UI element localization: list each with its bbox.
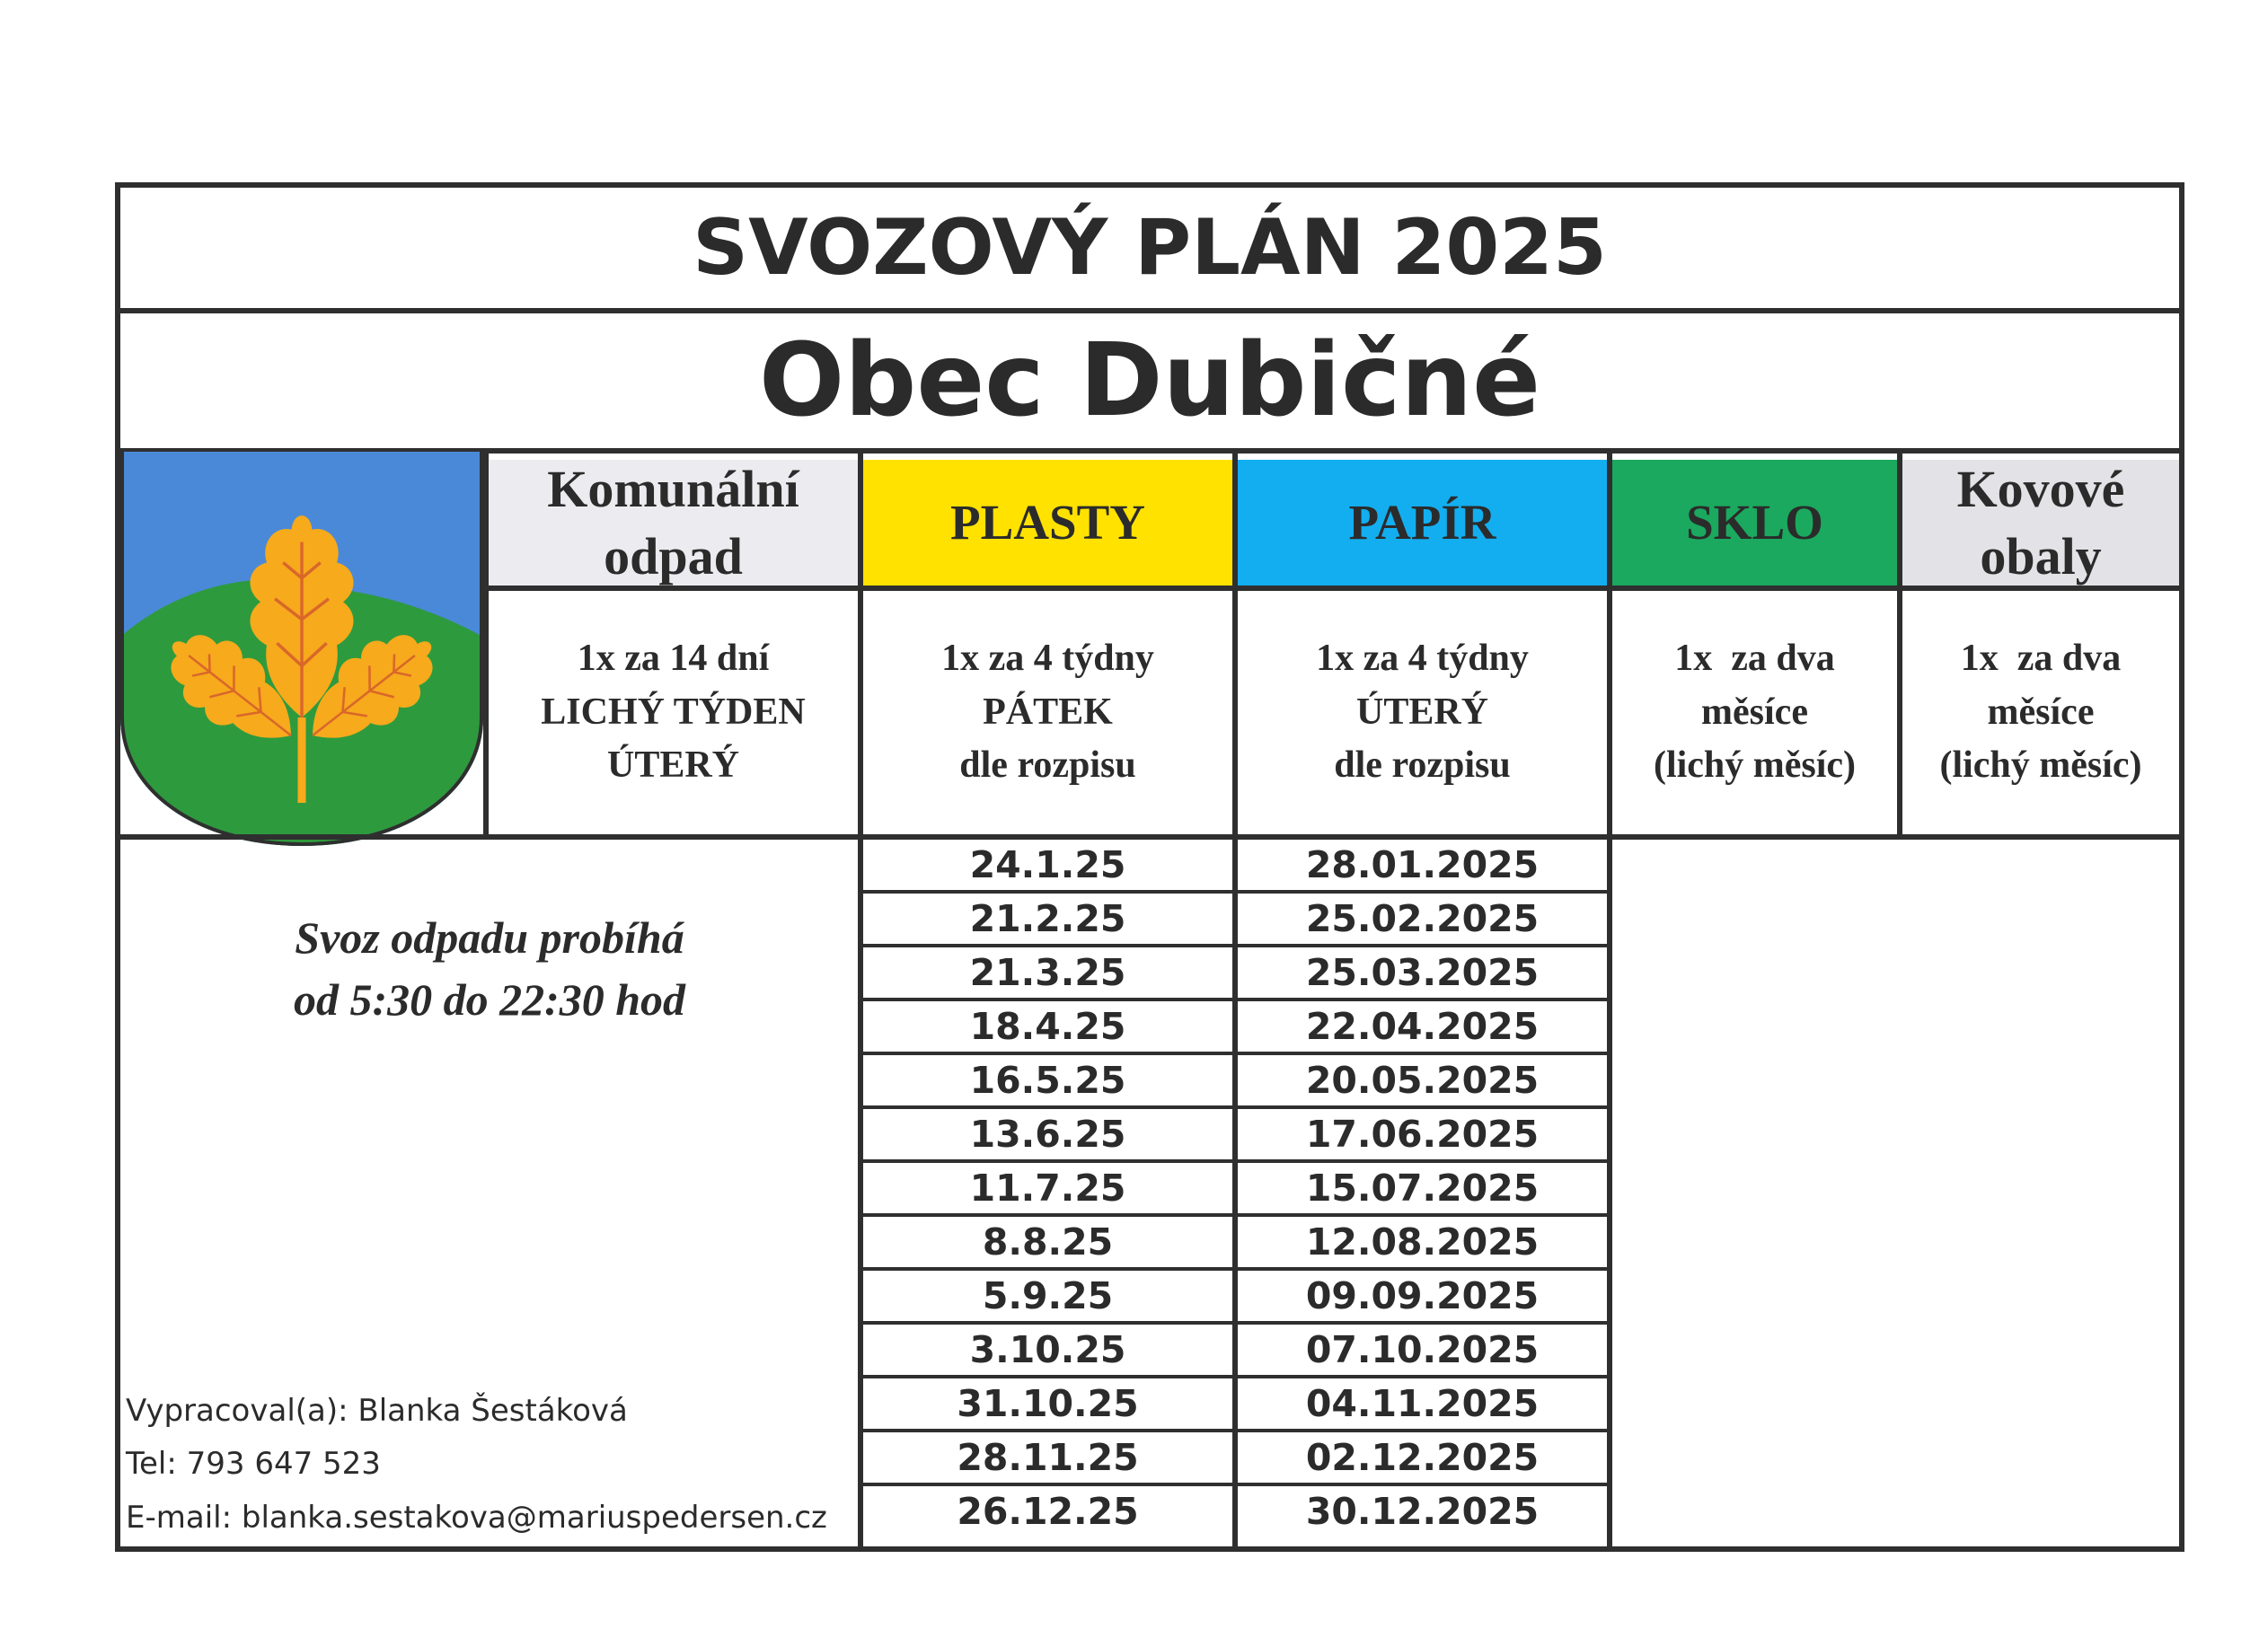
date-cell-plasty: 5.9.25	[982, 1274, 1114, 1317]
category-label-line: SKLO	[1686, 495, 1823, 550]
date-cell-plasty: 8.8.25	[982, 1220, 1114, 1264]
frequency-line: 1x za 4 týdny	[1316, 638, 1529, 680]
frequency-line: měsíce	[1701, 691, 1808, 733]
frequency-line: 1x za dva	[1960, 638, 2122, 680]
prepared-by: Vypracoval(a): Blanka Šestáková	[126, 1393, 628, 1429]
category-header-komunalni	[489, 460, 858, 586]
category-header-kovove	[1902, 460, 2179, 586]
date-cell-plasty: 16.5.25	[969, 1059, 1126, 1102]
date-cell-papir: 12.08.2025	[1305, 1220, 1540, 1264]
frequency-line: dle rozpisu	[959, 744, 1136, 787]
frequency-line: 1x za 4 týdny	[941, 638, 1154, 680]
date-cell-papir: 07.10.2025	[1305, 1328, 1540, 1371]
note-line: Svoz odpadu probíhá	[295, 912, 684, 963]
note-line: od 5:30 do 22:30 hod	[293, 974, 686, 1025]
date-cell-plasty: 3.10.25	[969, 1328, 1126, 1371]
date-cell-plasty: 24.1.25	[969, 843, 1126, 886]
date-cell-papir: 04.11.2025	[1305, 1382, 1540, 1425]
village-crest	[120, 448, 483, 846]
grid-line	[1607, 454, 1612, 1552]
schedule-document	[115, 182, 2184, 1552]
date-cell-papir: 28.01.2025	[1305, 843, 1540, 886]
date-cell-papir: 17.06.2025	[1305, 1113, 1540, 1156]
category-label-line: obaly	[1980, 527, 2102, 586]
frequency-line: (lichý měsíc)	[1653, 744, 1857, 787]
frequency-line: LICHÝ TÝDEN	[541, 691, 806, 733]
frequency-kovove	[1902, 591, 2179, 834]
grid-line	[483, 454, 489, 840]
frequency-line: ÚTERÝ	[1355, 691, 1489, 733]
collection-hours-note	[120, 897, 859, 1041]
frequency-plasty	[863, 591, 1232, 834]
oak-leaves-crest-icon	[120, 448, 483, 846]
frequency-line: PÁTEK	[983, 691, 1113, 733]
village-title: Obec Dubičné	[758, 322, 1541, 439]
date-cell-plasty: 21.3.25	[969, 951, 1126, 994]
date-cell-papir: 22.04.2025	[1305, 1005, 1540, 1048]
category-label-line: PLASTY	[950, 495, 1145, 550]
grid-line	[483, 586, 2179, 591]
frequency-line: ÚTERÝ	[606, 744, 740, 787]
frequency-line: 1x za 14 dní	[577, 638, 770, 680]
date-cell-papir: 20.05.2025	[1305, 1059, 1540, 1102]
contact-email[interactable]: E-mail: blanka.sestakova@mariuspedersen.cz	[126, 1500, 827, 1536]
frequency-line: (lichý měsíc)	[1939, 744, 2142, 787]
frequency-papir	[1238, 591, 1607, 834]
date-cell-papir: 30.12.2025	[1305, 1490, 1540, 1533]
frequency-sklo	[1612, 591, 1897, 834]
contact-phone: Tel: 793 647 523	[126, 1446, 381, 1482]
date-cell-papir: 02.12.2025	[1305, 1436, 1540, 1479]
date-cell-papir: 09.09.2025	[1305, 1274, 1540, 1317]
date-cell-plasty: 18.4.25	[969, 1005, 1126, 1048]
category-label-line: odpad	[604, 527, 743, 586]
frequency-line: dle rozpisu	[1334, 744, 1511, 787]
category-header-papir	[1238, 460, 1607, 586]
category-label-line: Kovové	[1956, 459, 2125, 518]
frequency-line: 1x za dva	[1674, 638, 1835, 680]
date-cell-plasty: 26.12.25	[957, 1490, 1139, 1533]
date-cell-plasty: 13.6.25	[969, 1113, 1126, 1156]
frequency-line: měsíce	[1987, 691, 2095, 733]
category-label-line: PAPÍR	[1348, 495, 1496, 550]
grid-line	[1897, 454, 1902, 840]
date-cell-papir: 25.03.2025	[1305, 951, 1540, 994]
frequency-komunalni	[489, 591, 858, 834]
category-label-line: Komunální	[547, 459, 799, 518]
category-header-sklo	[1612, 460, 1897, 586]
date-cell-papir: 15.07.2025	[1305, 1167, 1540, 1210]
date-cell-plasty: 31.10.25	[957, 1382, 1139, 1425]
date-cell-plasty: 21.2.25	[969, 897, 1126, 940]
page-title: SVOZOVÝ PLÁN 2025	[693, 203, 1607, 293]
date-cell-plasty: 28.11.25	[957, 1436, 1139, 1479]
date-cell-papir: 25.02.2025	[1305, 897, 1540, 940]
category-header-plasty	[863, 460, 1232, 586]
date-cell-plasty: 11.7.25	[969, 1167, 1126, 1210]
